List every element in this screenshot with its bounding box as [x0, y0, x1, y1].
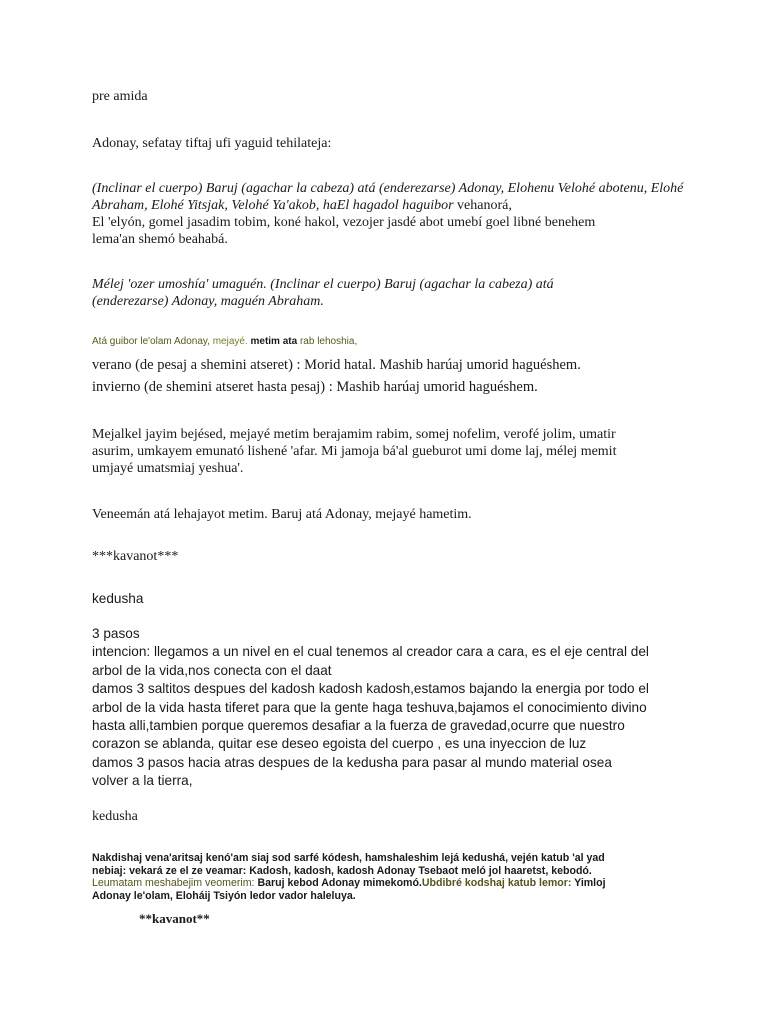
mejalkel-paragraph [92, 426, 692, 477]
veneeman-line: Veneemán atá lehajayot metim. Baruj atá Adonay, mejayé hametim. [92, 507, 472, 522]
blessing-avot [92, 180, 692, 248]
pasos-line: arbol de la vida,nos conecta con el daat [92, 662, 332, 678]
kavanot-heading-2: **kavanot** [139, 911, 210, 926]
mejalkel-line2: asurim, umkayem emunató lishené 'afar. Mi jamoja bá'al gueburot umi dome laj, mélej memit [92, 444, 617, 459]
guibor-part4: rab lehoshia, [297, 336, 358, 347]
invierno-line: invierno (de shemini atseret hasta pesaj) : Mashib harúaj umorid haguéshem. [92, 379, 538, 395]
blessing-avot-close [92, 276, 692, 310]
kedusha-heading-2: kedusha [92, 809, 138, 824]
pasos-line: intencion: llegamos a un nivel en el cual tenemos al creador cara a cara, es el eje central del [92, 644, 649, 660]
blessing-avot-close-line1: Mélej 'ozer umoshía' umaguén. (Inclinar el cuerpo) Baruj (agachar la cabeza) atá [92, 277, 554, 292]
nakdishaj-paragraph [92, 852, 692, 902]
guibor-line [92, 336, 682, 348]
blessing-avot-line3: El 'elyón, gomel jasadim tobim, koné hakol, vezojer jasdé abot umebí goel libné benehem [92, 215, 596, 230]
kedusha-heading: kedusha [92, 591, 144, 606]
guibor-part3: metim ata [247, 336, 298, 347]
blessing-avot-italic: (Inclinar el cuerpo) Baruj (agachar la cabeza) atá (enderezarse) Adonay, Elohenu Velohé abotenu, Elohé Abraham, Elohé Yitsjak, Velohé Ya'akob, haEl hagadol haguibor [92, 181, 684, 213]
doc-title: pre amida [92, 89, 148, 104]
pasos-section [92, 625, 692, 791]
nakdishaj-line3-c: Ubdibré kodshaj katub lemor: [421, 877, 572, 890]
nakdishaj-line2: nebiaj: vekará ze el ze veamar: Kadosh, kadosh, kadosh Adonay Tsebaot meló jol haaretst, kebodó. [92, 864, 592, 877]
mejalkel-line1: Mejalkel jayim bejésed, mejayé metim berajamim rabim, somej nofelim, verofé jolim, umatir [92, 427, 616, 442]
nakdishaj-line1: Nakdishaj vena'aritsaj kenó'am siaj sod sarfé kódesh, hamshaleshim lejá kedushá, vején katub 'al yad [92, 852, 605, 864]
pasos-line: volver a la tierra, [92, 773, 193, 789]
blessing-avot-tail: vehanorá, [453, 198, 512, 213]
pasos-line: damos 3 saltitos despues del kadosh kadosh kadosh,estamos bajando la energia por todo el [92, 681, 649, 697]
kavanot-heading: ***kavanot*** [92, 549, 179, 564]
mejalkel-line3: umjayé umatsmiaj yeshua'. [92, 461, 244, 476]
nakdishaj-line3 [92, 877, 692, 890]
nakdishaj-line3-a: Leumatam meshabejim veomerim: [92, 877, 255, 890]
opening-line: Adonay, sefatay tiftaj ufi yaguid tehilateja: [92, 136, 332, 151]
guibor-part2: mejayé. [209, 336, 248, 347]
nakdishaj-line3-b: Baruj kebod Adonay mimekomó. [254, 877, 422, 890]
pasos-line: corazon se ablanda, quitar ese deseo egoista del cuerpo , es una inyeccion de luz [92, 736, 587, 752]
pasos-line: arbol de la vida hasta tiferet para que la gente haga teshuva,bajamos el conocimiento divino [92, 699, 647, 715]
guibor-part1: Atá guibor le'olam Adonay, [92, 336, 210, 347]
blessing-avot-close-line2: (enderezarse) Adonay, maguén Abraham. [92, 294, 324, 309]
blessing-avot-line4: lema'an shemó beahabá. [92, 232, 228, 247]
pasos-heading: 3 pasos [92, 626, 140, 641]
nakdishaj-line3-d: Yimloj [571, 877, 606, 890]
verano-line: verano (de pesaj a shemini atseret) : Morid hatal. Mashib harúaj umorid haguéshem. [92, 357, 581, 373]
pasos-line: damos 3 pasos hacia atras despues de la kedusha para pasar al mundo material osea [92, 754, 612, 770]
pasos-line: hasta alli,tambien porque queremos desafiar a la fuerza de gravedad,ocurre que nuestro [92, 718, 625, 734]
nakdishaj-line4: Adonay le'olam, Eloháij Tsiyón ledor vador haleluya. [92, 889, 356, 902]
